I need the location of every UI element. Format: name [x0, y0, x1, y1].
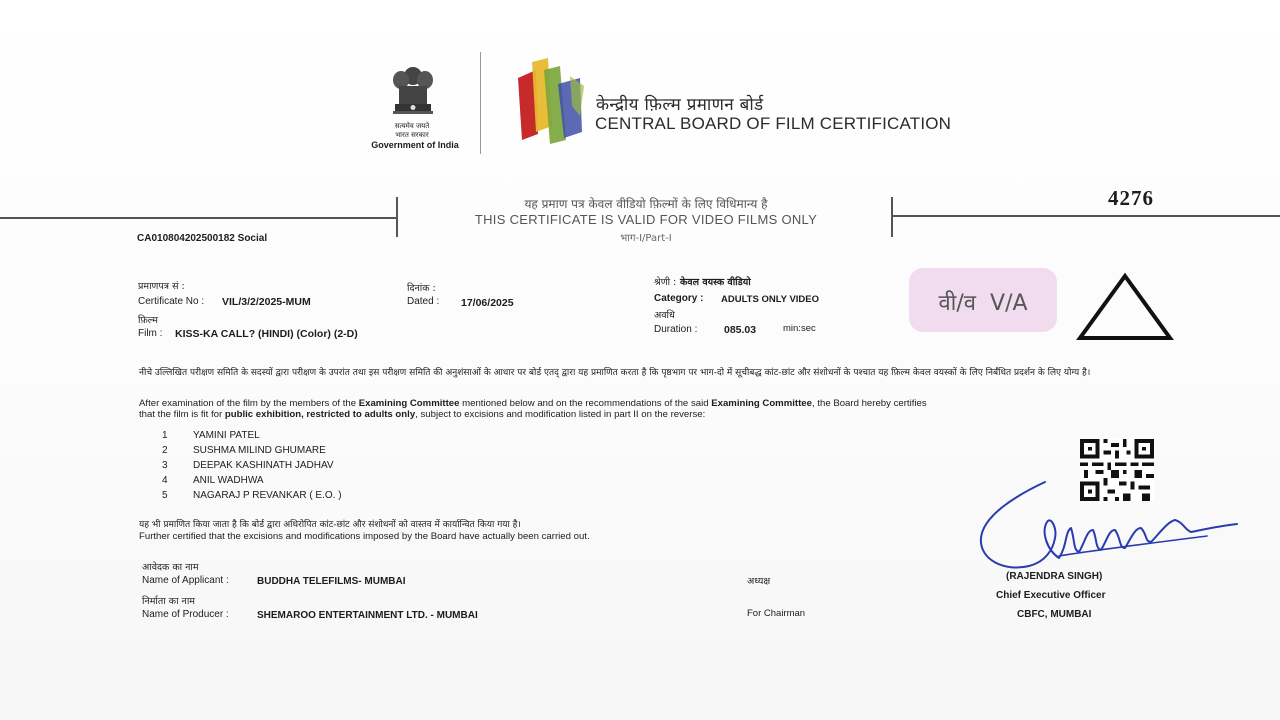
reference-number: CA010804202500182 Social [137, 233, 268, 244]
para-en-5: , subject to excisions and modification listed in part II on the reverse: [415, 409, 706, 420]
signature-icon [975, 476, 1245, 576]
validity-text-hindi: यह प्रमाण पत्र केवल वीडियो फ़िल्मों के लिए विधिमान्य है [524, 197, 768, 211]
category-value: ADULTS ONLY VIDEO [721, 294, 820, 305]
category-label: Category : [654, 293, 704, 304]
signatory-title: Chief Executive Officer [996, 590, 1106, 601]
adult-triangle-symbol [1076, 272, 1174, 342]
validity-part: भाग-I/Part-I [620, 233, 672, 244]
para-en-committee-2: Examining Committee [711, 398, 812, 409]
category-value-hindi: केवल वयस्क वीडियो [680, 277, 751, 288]
member-name: YAMINI PATEL [193, 430, 260, 441]
member-number: 4 [162, 475, 168, 486]
header-divider [480, 52, 481, 154]
duration-value: 085.03 [724, 324, 757, 336]
para-en-3: , the Board hereby certifies [811, 398, 927, 409]
emblem-gov-hi: भारत सरकार [395, 131, 429, 139]
certificate-no-label: Certificate No : [138, 296, 205, 307]
para-en-2: mentioned below and on the recommendations of the said [462, 398, 709, 409]
board-name-hindi: केन्द्रीय फ़िल्म प्रमाणन बोर्ड [596, 95, 764, 115]
film-label: Film : [138, 328, 163, 339]
member-name: DEEPAK KASHINATH JADHAV [193, 460, 334, 471]
cbfc-logo-icon [514, 56, 588, 152]
film-label-hindi: फ़िल्म [138, 315, 158, 326]
further-certified-english: Further certified that the excisions and modifications imposed by the Board have actually been carried out. [139, 531, 590, 542]
signatory-name: (RAJENDRA SINGH) [1006, 571, 1103, 582]
handwritten-signature [975, 476, 1245, 576]
producer-value: SHEMAROO ENTERTAINMENT LTD. - MUMBAI [257, 610, 478, 621]
applicant-label-hindi: आवेदक का नाम [142, 562, 199, 573]
rating-badge-text: वी/व V/A [938, 291, 1028, 316]
certificate-no-label-hindi: प्रमाणपत्र सं : [138, 281, 185, 292]
member-name: SUSHMA MILIND GHUMARE [193, 445, 326, 456]
emblem-gov-en: Government of India [371, 140, 459, 150]
duration-label: Duration : [654, 324, 698, 335]
signatory-office: CBFC, MUMBAI [1017, 609, 1092, 620]
certificate-no-value: VIL/3/2/2025-MUM [222, 296, 311, 308]
category-label-hindi: श्रेणी : [654, 277, 677, 288]
applicant-label: Name of Applicant : [142, 575, 229, 586]
certification-paragraph-english [139, 398, 1139, 420]
certificate-serial-number: 4276 [1108, 186, 1154, 210]
para-en-committee-1: Examining Committee [358, 398, 460, 409]
producer-label-hindi: निर्माता का नाम [142, 596, 195, 607]
date-value: 17/06/2025 [461, 297, 514, 309]
producer-label: Name of Producer : [142, 609, 229, 620]
emblem-motto: सत्यमेव जयते [394, 122, 430, 130]
national-emblem [385, 62, 441, 124]
date-label-hindi: दिनांक : [407, 283, 436, 294]
member-number: 5 [162, 490, 168, 501]
applicant-value: BUDDHA TELEFILMS- MUMBAI [257, 576, 406, 587]
further-certified-hindi: यह भी प्रमाणित किया जाता है कि बोर्ड द्वारा अधिरोपित कांट-छांट और संशोधनों को वास्तव में कार्यान्वित किया गया है। [139, 520, 521, 530]
producer-label-text: Name of Producer [142, 609, 224, 620]
cbfc-logo [514, 56, 588, 152]
ashoka-emblem-icon [385, 62, 441, 124]
banner-tick-left [396, 197, 398, 237]
member-number: 2 [162, 445, 168, 456]
film-title-value: KISS-KA CALL? (HINDI) (Color) (2-D) [175, 328, 358, 340]
member-name: NAGARAJ P REVANKAR ( E.O. ) [193, 490, 342, 501]
certification-paragraph-hindi: नीचे उल्लिखित परीक्षण समिति के सदस्यों द्वारा परीक्षण के उपरांत तथा इस परीक्षण समिति की अनुशंसाओं के आधार पर बोर्ड एतद् द्वारा यह प्रमाणित करता है कि पृष्ठभाग पर भाग-दो में सूचीबद्ध कांट-छांट और संशोधनों के पश्चात यह फ़िल्म केवल वयस्कों के लिए निर्बंधित प्रदर्शन के लिए योग्य है। [139, 368, 1091, 378]
member-number: 3 [162, 460, 168, 471]
para-en-bold: public exhibition, restricted to adults only [224, 409, 416, 420]
triangle-icon [1076, 272, 1174, 342]
duration-unit: min:sec [783, 323, 816, 334]
para-en-1: After examination of the film by the members of the [139, 398, 357, 409]
para-en-4: that the film is fit for [139, 409, 223, 420]
banner-rule-left [0, 217, 398, 219]
board-name-english: CENTRAL BOARD OF FILM CERTIFICATION [595, 114, 952, 133]
rating-badge [909, 268, 1057, 332]
member-name: ANIL WADHWA [193, 475, 264, 486]
validity-text-english: THIS CERTIFICATE IS VALID FOR VIDEO FILMS ONLY [474, 212, 818, 227]
date-label: Dated : [407, 296, 440, 307]
applicant-label-text: Name of Applicant [142, 575, 224, 586]
banner-rule-right [892, 215, 1280, 217]
duration-label-hindi: अवधि [654, 310, 675, 321]
member-number: 1 [162, 430, 168, 441]
chairman-label: For Chairman [747, 608, 806, 619]
chairman-label-hindi: अध्यक्ष [747, 576, 771, 587]
